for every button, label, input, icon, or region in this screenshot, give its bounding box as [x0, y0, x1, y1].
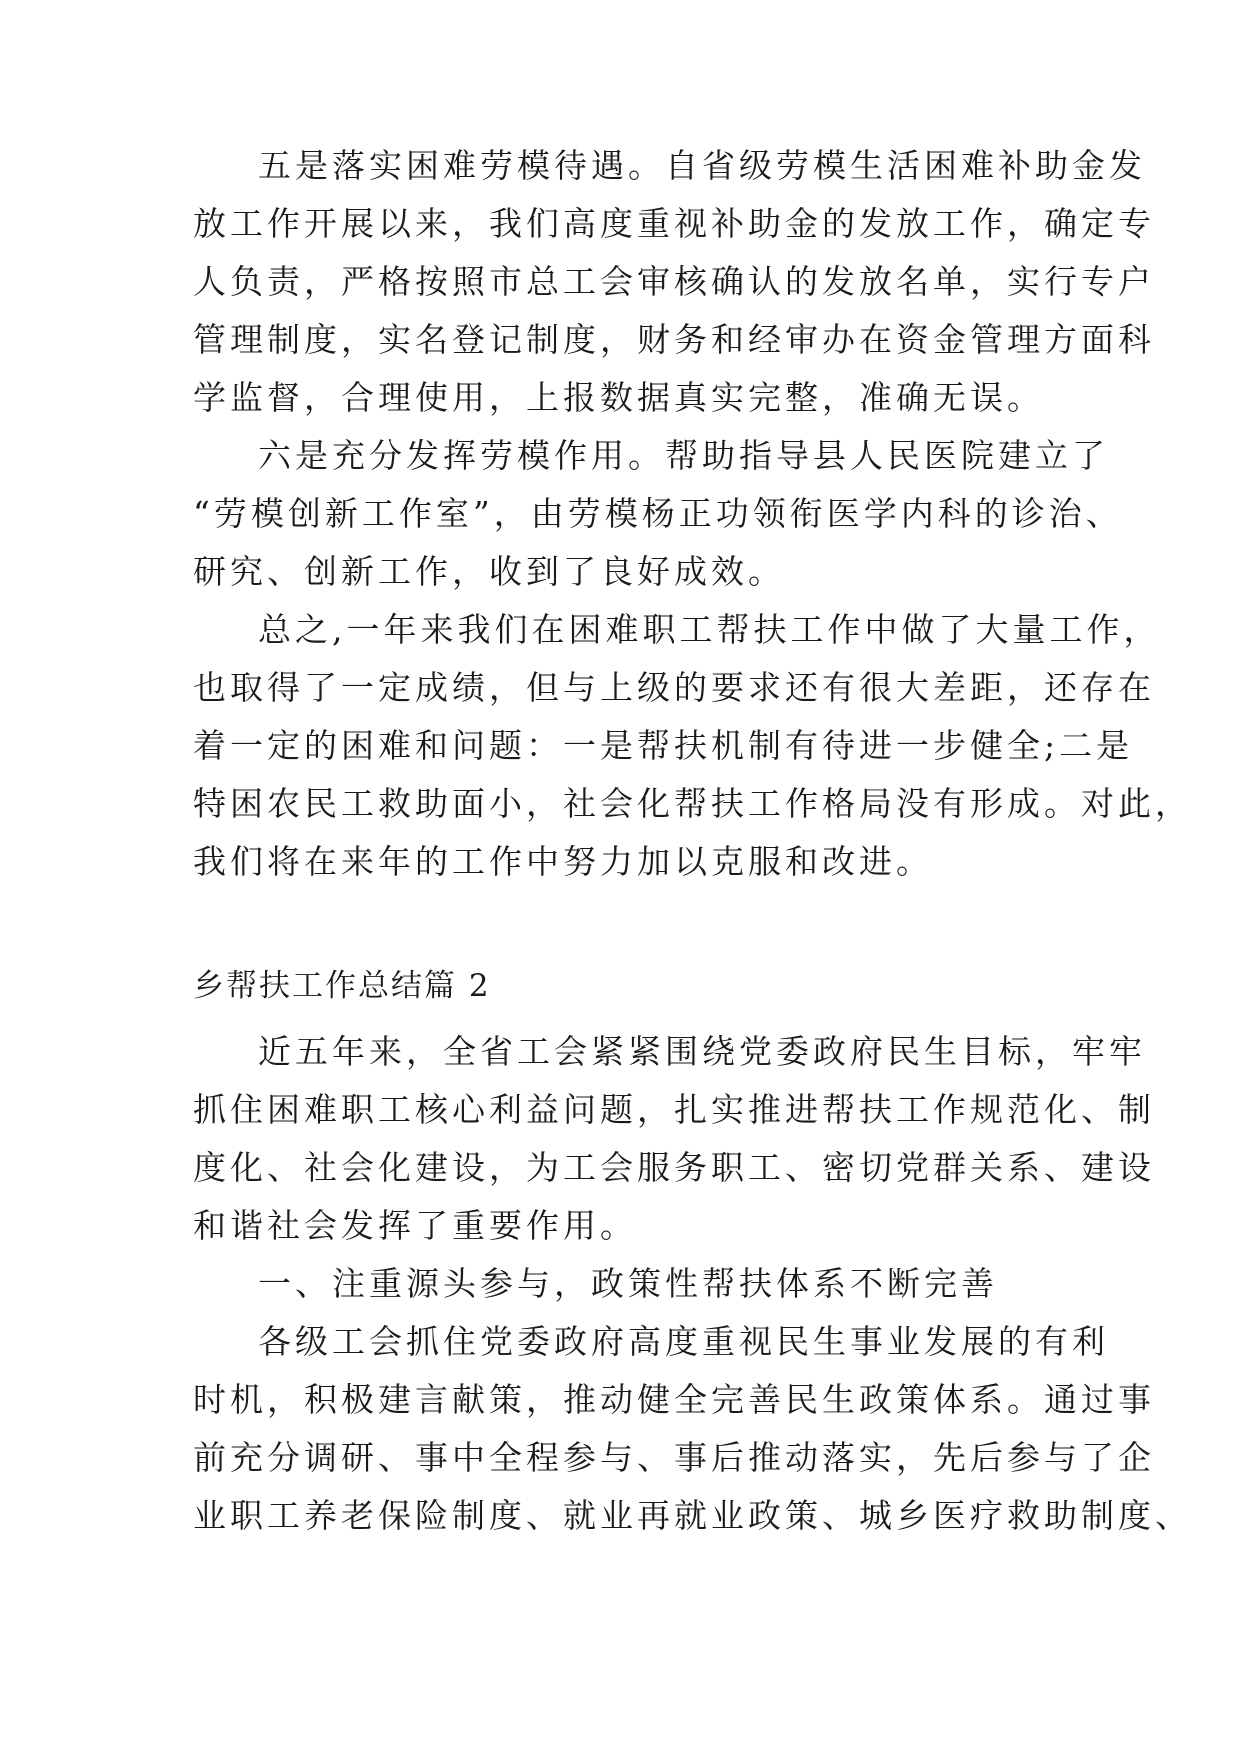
text-line: 度化、社会化建设，为工会服务职工、密切党群关系、建设 — [193, 1148, 1155, 1187]
text-line: 我们将在来年的工作中努力加以克服和改进。 — [193, 842, 933, 881]
text-line: 各级工会抓住党委政府高度重视民生事业发展的有利 — [258, 1322, 1109, 1361]
text-line: 前充分调研、事中全程参与、事后推动落实，先后参与了企 — [193, 1438, 1155, 1477]
subheading: 一、注重源头参与，政策性帮扶体系不断完善 — [258, 1264, 998, 1303]
section-title: 乡帮扶工作总结篇 2 — [193, 968, 491, 1004]
text-line: 人负责，严格按照市总工会审核确认的发放名单，实行专户 — [193, 262, 1155, 301]
text-line: 五是落实困难劳模待遇。自省级劳模生活困难补助金发 — [258, 146, 1146, 185]
text-line: 特困农民工救助面小，社会化帮扶工作格局没有形成。对此， — [193, 784, 1192, 823]
text-line: 管理制度，实名登记制度，财务和经审办在资金管理方面科 — [193, 320, 1155, 359]
text-line: 放工作开展以来，我们高度重视补助金的发放工作，确定专 — [193, 204, 1155, 243]
text-line: 和谐社会发挥了重要作用。 — [193, 1206, 637, 1245]
text-line: “劳模创新工作室”，由劳模杨正功领衔医学内科的诊治、 — [193, 494, 1123, 533]
text-line: 也取得了一定成绩，但与上级的要求还有很大差距，还存在 — [193, 668, 1155, 707]
text-line: 时机，积极建言献策，推动健全完善民生政策体系。通过事 — [193, 1380, 1155, 1419]
text-line: 总之,一年来我们在困难职工帮扶工作中做了大量工作， — [258, 610, 1161, 649]
text-line: 六是充分发挥劳模作用。帮助指导县人民医院建立了 — [258, 436, 1109, 475]
text-line: 着一定的困难和问题：一是帮扶机制有待进一步健全;二是 — [193, 726, 1134, 765]
text-line: 研究、创新工作，收到了良好成效。 — [193, 552, 785, 591]
text-line: 业职工养老保险制度、就业再就业政策、城乡医疗救助制度、 — [193, 1496, 1192, 1535]
text-line: 学监督，合理使用，上报数据真实完整，准确无误。 — [193, 378, 1044, 417]
text-line: 近五年来，全省工会紧紧围绕党委政府民生目标，牢牢 — [258, 1032, 1146, 1071]
text-line: 抓住困难职工核心利益问题，扎实推进帮扶工作规范化、制 — [193, 1090, 1155, 1129]
